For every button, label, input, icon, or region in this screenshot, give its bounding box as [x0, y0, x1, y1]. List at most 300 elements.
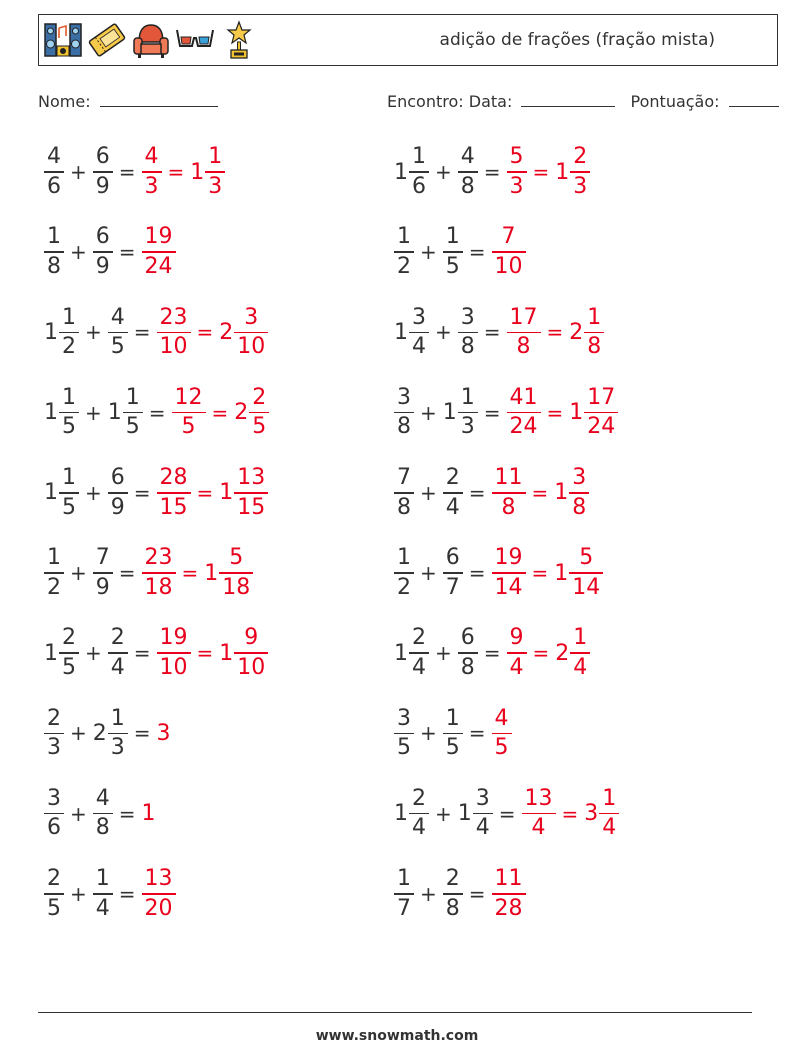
problem-row [44, 541, 253, 605]
plus-sign: + [420, 400, 437, 425]
numerator: 7 [95, 545, 110, 571]
denominator: 10 [494, 253, 523, 279]
numerator: 11 [494, 866, 523, 892]
numerator: 6 [460, 625, 475, 651]
numerator: 3 [397, 384, 411, 410]
whole-part: 1 [394, 319, 408, 345]
numerator: 6 [95, 224, 110, 250]
fraction-bar [59, 492, 79, 494]
fraction [492, 224, 526, 280]
denominator: 6 [47, 173, 61, 199]
numerator: 2 [47, 705, 61, 731]
numerator: 13 [237, 465, 266, 491]
problem-row [394, 220, 526, 284]
denominator: 9 [95, 574, 110, 600]
fraction [93, 786, 113, 842]
denominator: 5 [445, 253, 460, 279]
whole-part: 1 [219, 640, 234, 666]
fraction-bar [157, 492, 191, 494]
answer [507, 385, 619, 441]
denominator: 3 [47, 735, 61, 761]
numerator: 6 [110, 465, 125, 491]
denominator: 5 [47, 895, 61, 921]
whole-part: 1 [107, 400, 122, 426]
problem-row [44, 461, 268, 525]
date-blank[interactable] [521, 92, 615, 107]
fraction [59, 305, 79, 361]
denominator: 2 [397, 253, 411, 279]
denominator: 4 [475, 815, 490, 841]
plus-sign: + [435, 641, 452, 666]
fraction-bar [123, 412, 143, 414]
numerator: 5 [509, 144, 524, 170]
equals-sign: = [483, 320, 501, 345]
numerator: 3 [397, 705, 411, 731]
whole-part: 1 [394, 640, 408, 666]
fraction [234, 625, 268, 681]
denominator: 24 [509, 414, 538, 440]
armchair-icon [131, 20, 171, 60]
answer-equals-sign: = [181, 561, 199, 585]
numerator: 4 [144, 144, 159, 170]
denominator: 14 [572, 574, 601, 600]
answer-equals-sign: = [546, 320, 564, 345]
equals-sign: = [468, 240, 486, 265]
numerator: 3 [412, 304, 426, 330]
fraction-bar [59, 412, 79, 414]
answer [157, 721, 171, 746]
fraction-bar [458, 652, 478, 654]
numerator: 19 [159, 625, 188, 651]
fraction [507, 385, 541, 441]
fraction [584, 385, 618, 441]
equals-sign: = [133, 721, 151, 746]
numerator: 3 [244, 304, 259, 330]
fraction-bar [443, 893, 463, 895]
denominator: 4 [110, 654, 125, 680]
answer [492, 545, 604, 601]
problem-row [394, 300, 604, 364]
problem-row [394, 782, 619, 846]
answer-equals-sign: = [196, 641, 214, 666]
numerator: 7 [397, 465, 411, 491]
denominator: 15 [237, 494, 266, 520]
numerator: 1 [62, 304, 76, 330]
numerator: 1 [445, 705, 460, 731]
fraction [394, 706, 414, 762]
fraction-bar [473, 813, 493, 815]
fraction-bar [443, 733, 463, 735]
numerator: 6 [95, 144, 110, 170]
fraction [409, 305, 429, 361]
fraction [234, 305, 268, 361]
whole-part: 1 [555, 159, 570, 185]
numerator: 1 [587, 304, 602, 330]
whole-part: 1 [394, 801, 408, 827]
worksheet-title: adição de frações (fração mista) [439, 30, 715, 50]
denominator: 8 [501, 494, 516, 520]
equals-sign: = [118, 561, 136, 585]
plus-sign: + [420, 480, 437, 505]
fraction-bar [219, 572, 253, 574]
fraction [93, 224, 113, 280]
problem-row [394, 381, 618, 445]
problem-row [44, 621, 268, 685]
denominator: 4 [531, 815, 546, 841]
whole-part: 1 [442, 400, 457, 426]
problem-row [44, 300, 268, 364]
fraction [443, 224, 463, 280]
fraction [44, 144, 64, 200]
plus-sign: + [420, 721, 437, 746]
problem-row [44, 701, 171, 765]
fraction-bar [507, 171, 527, 173]
denominator: 8 [460, 173, 475, 199]
fraction [570, 625, 590, 681]
answer-equals-sign: = [167, 160, 185, 184]
plus-sign: + [420, 561, 437, 585]
denominator: 5 [125, 414, 140, 440]
fraction-bar [492, 733, 512, 735]
numerator: 17 [509, 304, 538, 330]
fraction [172, 385, 206, 441]
denominator: 20 [144, 895, 173, 921]
fraction-bar [443, 572, 463, 574]
equals-sign: = [498, 801, 516, 826]
fraction-bar [492, 251, 526, 253]
fraction [44, 866, 64, 922]
denominator: 2 [47, 574, 61, 600]
fraction [123, 385, 143, 441]
fraction-bar [443, 251, 463, 253]
numerator: 17 [587, 384, 616, 410]
fraction-bar [59, 652, 79, 654]
fraction-bar [93, 251, 113, 253]
plus-sign: + [70, 561, 87, 585]
problem-row [44, 220, 176, 284]
denominator: 3 [144, 173, 159, 199]
fraction [443, 866, 463, 922]
fraction [142, 545, 176, 601]
fraction-bar [409, 332, 429, 334]
fraction [142, 866, 176, 922]
denominator: 5 [445, 735, 460, 761]
answer [142, 144, 226, 200]
fraction [142, 144, 162, 200]
equals-sign: = [118, 240, 136, 265]
fraction [458, 385, 478, 441]
answer [492, 866, 526, 922]
answer [172, 385, 270, 441]
numerator: 13 [144, 866, 173, 892]
fraction-bar [569, 492, 589, 494]
problem-row [394, 621, 590, 685]
fraction [492, 706, 512, 762]
denominator: 8 [460, 654, 475, 680]
denominator: 4 [573, 654, 588, 680]
numerator: 3 [475, 785, 490, 811]
denominator: 3 [573, 173, 588, 199]
name-label: Nome: [38, 92, 91, 111]
fraction-bar [142, 251, 176, 253]
denominator: 4 [412, 815, 426, 841]
plus-sign: + [420, 240, 437, 265]
denominator: 10 [237, 334, 266, 360]
numerator: 1 [95, 866, 110, 892]
fraction [157, 465, 191, 521]
numerator: 1 [397, 224, 411, 250]
whole-part: 2 [219, 319, 234, 345]
denominator: 28 [494, 895, 523, 921]
numerator: 1 [602, 785, 617, 811]
whole-part: 1 [554, 560, 569, 586]
numerator: 2 [445, 866, 460, 892]
fraction [93, 144, 113, 200]
numerator: 13 [524, 785, 553, 811]
denominator: 5 [62, 494, 76, 520]
whole-part: 1 [219, 480, 234, 506]
plus-sign: + [85, 320, 102, 345]
fraction-bar [492, 893, 526, 895]
answer [507, 144, 591, 200]
numerator: 2 [47, 866, 61, 892]
fraction-bar [93, 171, 113, 173]
fraction [507, 305, 541, 361]
denominator: 24 [144, 253, 173, 279]
equals-sign: = [483, 160, 501, 184]
plus-sign: + [70, 160, 87, 184]
footer-url: www.snowmath.com [315, 1028, 479, 1044]
fraction [443, 706, 463, 762]
whole-part: 2 [92, 720, 107, 746]
fraction [569, 545, 603, 601]
denominator: 5 [181, 414, 196, 440]
plus-sign: + [435, 160, 452, 184]
fraction [157, 305, 191, 361]
fraction [219, 545, 253, 601]
answer-equals-sign: = [546, 400, 564, 425]
problem-row [394, 140, 590, 204]
answer-equals-sign: = [532, 641, 550, 666]
answer [157, 625, 269, 681]
answer [507, 305, 605, 361]
equals-sign: = [468, 721, 486, 746]
numerator: 23 [159, 304, 188, 330]
fraction-bar [142, 171, 162, 173]
fraction [59, 385, 79, 441]
denominator: 8 [460, 334, 475, 360]
numerator: 2 [573, 144, 588, 170]
name-blank[interactable] [100, 92, 218, 107]
fraction-bar [394, 492, 414, 494]
name-field[interactable] [38, 92, 218, 111]
denominator: 8 [516, 334, 531, 360]
header-icons [43, 20, 259, 60]
answer [507, 625, 591, 681]
denominator: 4 [95, 895, 110, 921]
fraction [394, 385, 414, 441]
fraction-bar [458, 412, 478, 414]
denominator: 9 [110, 494, 125, 520]
answer [157, 465, 269, 521]
whole-part: 1 [569, 400, 584, 426]
fraction [584, 305, 604, 361]
date-score-fields [387, 92, 779, 111]
fraction [492, 545, 526, 601]
fraction-bar [507, 412, 541, 414]
fraction-bar [59, 332, 79, 334]
fraction-bar [507, 332, 541, 334]
denominator: 4 [509, 654, 524, 680]
whole-part: 1 [44, 640, 58, 666]
denominator: 2 [397, 574, 411, 600]
equals-sign: = [133, 480, 151, 505]
fraction [44, 706, 64, 762]
fraction [443, 465, 463, 521]
numerator: 4 [95, 785, 110, 811]
denominator: 4 [412, 654, 426, 680]
plus-sign: + [70, 801, 87, 826]
answer-equals-sign: = [196, 480, 214, 505]
fraction-bar [394, 412, 414, 414]
equals-sign: = [468, 881, 486, 906]
denominator: 3 [460, 414, 475, 440]
denominator: 4 [445, 494, 460, 520]
fraction [570, 144, 590, 200]
denominator: 3 [110, 735, 125, 761]
numerator: 1 [397, 545, 411, 571]
plus-sign: + [85, 400, 102, 425]
numerator: 3 [47, 785, 61, 811]
numerator: 2 [110, 625, 125, 651]
worksheet-header [38, 14, 778, 66]
answer [142, 545, 254, 601]
whole-part: 2 [234, 400, 249, 426]
fraction [599, 786, 619, 842]
fraction [108, 305, 128, 361]
problem-row [394, 461, 589, 525]
denominator: 2 [62, 334, 76, 360]
denominator: 5 [110, 334, 125, 360]
fraction [409, 144, 429, 200]
fraction [458, 625, 478, 681]
fraction [44, 545, 64, 601]
whole-part: 1 [204, 560, 219, 586]
fraction-bar [492, 572, 526, 574]
equals-sign: = [118, 801, 136, 826]
fraction-bar [458, 171, 478, 173]
numerator: 1 [125, 384, 140, 410]
footer-divider [38, 1012, 752, 1013]
speaker-icon [43, 20, 83, 60]
fraction-bar [93, 813, 113, 815]
denominator: 8 [572, 494, 587, 520]
denominator: 8 [587, 334, 602, 360]
fraction [142, 224, 176, 280]
fraction-bar [599, 813, 619, 815]
answer [157, 305, 269, 361]
fraction [93, 866, 113, 922]
plus-sign: + [420, 881, 437, 906]
numerator: 12 [174, 384, 203, 410]
fraction-bar [409, 652, 429, 654]
denominator: 9 [95, 173, 110, 199]
plus-sign: + [70, 240, 87, 265]
fraction-bar [44, 171, 64, 173]
fraction [507, 625, 527, 681]
denominator: 10 [159, 654, 188, 680]
award-trophy-icon [219, 20, 259, 60]
equals-sign: = [118, 160, 136, 184]
fraction [458, 305, 478, 361]
numerator: 23 [144, 545, 173, 571]
fraction [93, 545, 113, 601]
numerator: 1 [412, 144, 426, 170]
fraction-bar [108, 492, 128, 494]
answer-whole: 1 [141, 801, 156, 827]
fraction-bar [44, 813, 64, 815]
denominator: 3 [509, 173, 524, 199]
score-blank[interactable] [729, 92, 779, 107]
fraction [394, 866, 414, 922]
fraction [492, 866, 526, 922]
fraction [157, 625, 191, 681]
fraction-bar [584, 332, 604, 334]
fraction-bar [108, 733, 128, 735]
fraction-bar [205, 171, 225, 173]
answer [142, 801, 156, 826]
denominator: 5 [252, 414, 267, 440]
fraction [59, 465, 79, 521]
fraction [507, 144, 527, 200]
numerator: 9 [509, 625, 524, 651]
fraction-bar [142, 572, 176, 574]
equals-sign: = [483, 641, 501, 666]
fraction [492, 465, 526, 521]
answer-equals-sign: = [211, 400, 229, 425]
fraction [108, 706, 128, 762]
numerator: 1 [445, 224, 460, 250]
answer [492, 465, 590, 521]
problem-row [44, 782, 156, 846]
denominator: 6 [47, 815, 61, 841]
fraction-bar [394, 733, 414, 735]
fraction-bar [394, 893, 414, 895]
denominator: 5 [62, 414, 76, 440]
numerator: 2 [445, 465, 460, 491]
fraction-bar [172, 412, 206, 414]
denominator: 7 [445, 574, 460, 600]
problem-row [394, 701, 512, 765]
fraction-bar [570, 652, 590, 654]
problem-row [44, 862, 176, 926]
fraction-bar [108, 652, 128, 654]
numerator: 1 [62, 384, 76, 410]
whole-part: 1 [554, 480, 569, 506]
numerator: 19 [494, 545, 523, 571]
fraction [249, 385, 269, 441]
plus-sign: + [435, 801, 452, 826]
whole-part: 2 [569, 319, 584, 345]
numerator: 4 [494, 705, 509, 731]
fraction [409, 786, 429, 842]
numerator: 9 [244, 625, 259, 651]
numerator: 5 [579, 545, 594, 571]
fraction-bar [44, 572, 64, 574]
denominator: 15 [159, 494, 188, 520]
fraction [108, 625, 128, 681]
answer [522, 786, 620, 842]
